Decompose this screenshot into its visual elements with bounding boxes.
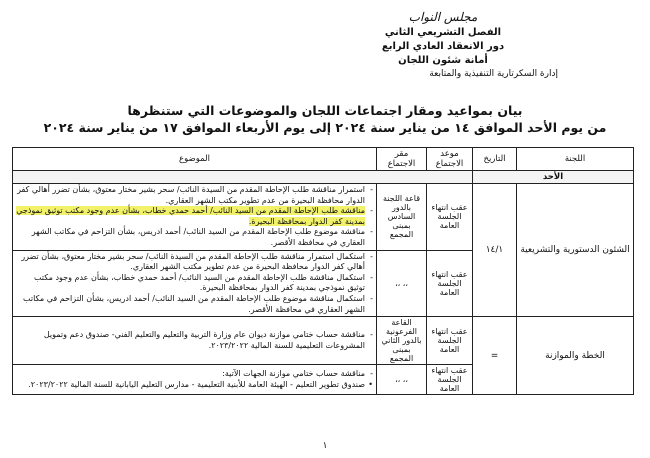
place-cell: القاعة الفرعونية بالدور الثاني بمبنى المجمع	[377, 317, 427, 365]
day-label: الأحد	[473, 171, 634, 184]
subject-cell	[13, 317, 377, 365]
committee-cell: الخطة والموازنة	[517, 317, 634, 395]
day-row	[13, 171, 634, 184]
place-cell: قاعة اللجنة بالدور السادس بمبنى المجمع	[377, 184, 427, 251]
legislative-chapter: الفصل التشريعي الثاني	[384, 27, 502, 38]
time-cell: عقب انتهاء الجلسة العامة	[427, 317, 473, 365]
letterhead	[328, 10, 558, 81]
table-row	[13, 317, 634, 365]
table-header-row	[13, 148, 634, 171]
committee-cell: الشئون الدستورية والتشريعية	[517, 184, 634, 317]
header-date: التاريخ	[473, 148, 517, 171]
header-subject: الموضوع	[13, 148, 377, 171]
subject-item: - مناقشة حساب ختامي موازنة ديوان عام وزارة التربية والتعليم والتعليم الفني- صندوق دعم وتمويل المشروعات التعليمية للسنة المالية ٢٠٢٣/٢٠٢٢.	[16, 330, 373, 351]
date-cell: ١٤/١	[473, 184, 517, 317]
time-cell: عقب انتهاء الجلسة العامة	[427, 250, 473, 317]
place-cell: ،، ،،	[377, 250, 427, 317]
subject-cell	[13, 250, 377, 317]
subject-item: - مناقشة حساب ختامي موازنة الجهات الآتية:	[16, 369, 373, 380]
council-name: مجلس النواب	[408, 10, 478, 24]
place-cell: ،، ،،	[377, 365, 427, 395]
subject-item: - مناقشة موضوع طلب الإحاطة المقدم من السيد النائب/ أحمد ادريس، بشأن التزاحم في مكاتب الشهر العقاري في محافظة الأقصر.	[16, 227, 373, 248]
schedule-table	[12, 147, 634, 395]
session-name: دور الانعقاد العادي الرابع	[381, 41, 505, 52]
header-place: مقر الاجتماع	[377, 148, 427, 171]
day-row-blank	[13, 171, 473, 184]
subject-cell	[13, 184, 377, 251]
page-number: ١	[322, 441, 328, 451]
subject-item-bullet: • صندوق تطوير التعليم - الهيئة العامة للأبنية التعليمية - مدارس التعليم اليابانية للسنة المالية ٢٠٢٣/٢٠٢٢.	[16, 380, 373, 391]
time-cell: عقب انتهاء الجلسة العامة	[427, 365, 473, 395]
table-row	[13, 184, 634, 251]
document-subtitle: من يوم الأحد الموافق ١٤ من يناير سنة ٢٠٢٤ إلى يوم الأربعاء الموافق ١٧ من يناير سنة ٢٠٢٤	[43, 120, 607, 135]
time-cell: عقب انتهاء الجلسة العامة	[427, 184, 473, 251]
department-name: إدارة السكرتارية التنفيذية والمتابعة	[429, 69, 558, 79]
header-time: موعد الاجتماع	[427, 148, 473, 171]
subject-item: - استكمال مناقشة موضوع طلب الإحاطة المقدم من السيد النائب/ أحمد ادريس، بشأن التزاحم في مكاتب الشهر العقاري في محافظة الأقصر.	[16, 294, 373, 315]
subject-item: - استمرار مناقشة طلب الإحاطة المقدم من السيدة النائب/ سحر بشير مختار معتوق، بشأن تضرر أهالي كفر الدوار محافظة البحيرة من عدم تطوير مكتب الشهر العقاري.	[16, 185, 373, 206]
date-cell: =	[473, 317, 517, 395]
secretariat-name: أمانة شئون اللجان	[398, 55, 488, 66]
document-title: بيان بمواعيد ومقار اجتماعات اللجان والموضوعات التي ستنظرها	[127, 103, 523, 118]
subject-item: - استكمال استمرار مناقشة طلب الإحاطة المقدم من السيدة النائب/ سحر بشير مختار معتوق، بشأن تضرر أهالي كفر الدوار محافظة البحيرة من عدم تطوير مكتب الشهر العقاري.	[16, 252, 373, 273]
header-committee: اللجنة	[517, 148, 634, 171]
subject-cell	[13, 365, 377, 395]
subject-item-highlighted: مناقشة طلب الإحاطة المقدم من السيد النائب/ أحمد حمدي خطاب، بشأن عدم وجود مكتب توثيق نموذجي بمدينة كفر الدوار بمحافظة البحيرة.	[16, 206, 365, 226]
subject-item: - استكمال مناقشة طلب الإحاطة المقدم من السيد النائب/ أحمد حمدي خطاب، بشأن عدم وجود مكتب توثيق نموذجي بمدينة كفر الدوار بمحافظة البحيرة.	[16, 273, 373, 294]
